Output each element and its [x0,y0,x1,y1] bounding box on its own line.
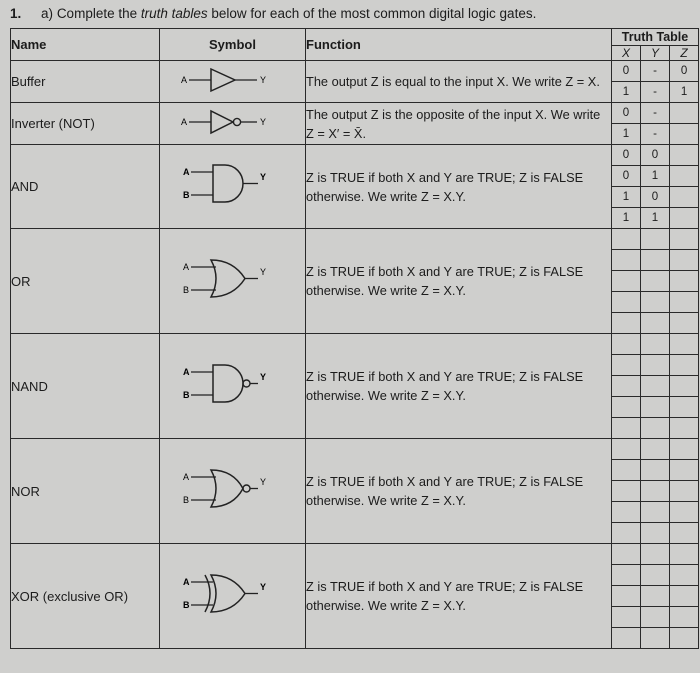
or-gate-icon [163,254,303,304]
inverter-symbol [160,103,306,145]
tt-cell[interactable] [641,544,670,565]
tt-cell[interactable] [670,166,699,187]
question-part: a) [41,6,54,21]
tt-cell[interactable] [670,439,699,460]
symbol-label-a: A [180,117,187,127]
tt-cell[interactable] [670,460,699,481]
tt-cell[interactable] [612,460,641,481]
or-symbol [160,229,306,334]
tt-cell[interactable]: 0 [612,61,641,82]
tt-cell[interactable] [641,229,670,250]
tt-cell[interactable] [612,586,641,607]
and-symbol [160,145,306,229]
tt-cell[interactable] [670,124,699,145]
header-col-z: Z [670,46,699,61]
heading-text-before: Complete the [56,6,141,21]
question-heading [10,6,536,21]
header-function: Function [306,29,612,61]
tt-cell[interactable] [670,481,699,502]
header-truth-table: Truth Table [612,29,699,46]
tt-cell[interactable] [670,103,699,124]
tt-cell[interactable] [641,418,670,439]
header-name: Name [11,29,160,61]
tt-cell[interactable] [641,376,670,397]
symbol-label-a: A [182,366,189,377]
nor-symbol [160,439,306,544]
tt-cell[interactable]: 0 [641,145,670,166]
tt-cell[interactable]: 1 [641,166,670,187]
tt-cell[interactable] [670,292,699,313]
gate-function-inverter: The output Z is the opposite of the input X. We write Z = X′ = X̄. [306,103,612,145]
tt-cell[interactable] [670,187,699,208]
tt-cell[interactable] [612,607,641,628]
tt-cell[interactable] [670,334,699,355]
tt-cell[interactable] [670,229,699,250]
tt-cell[interactable] [612,229,641,250]
tt-cell[interactable] [612,544,641,565]
symbol-label-y: Y [259,117,266,127]
tt-cell[interactable]: 0 [670,61,699,82]
and-gate-icon [163,159,303,209]
tt-cell[interactable]: - [641,61,670,82]
tt-cell[interactable] [641,460,670,481]
symbol-label-b: B [182,494,189,505]
symbol-label-y: Y [259,75,266,85]
tt-cell[interactable] [612,292,641,313]
gate-name-xor: XOR (exclusive OR) [11,544,160,649]
tt-cell[interactable] [670,502,699,523]
question-number: 1. [10,6,22,21]
tt-cell[interactable] [670,376,699,397]
symbol-label-b: B [182,599,189,610]
tt-cell[interactable] [670,628,699,649]
gate-name-and: AND [11,145,160,229]
tt-cell[interactable] [612,355,641,376]
nor-gate-icon [163,464,303,514]
tt-cell[interactable] [641,355,670,376]
tt-cell[interactable] [670,418,699,439]
tt-cell[interactable]: - [641,124,670,145]
buffer-symbol [160,61,306,103]
symbol-label-a: A [180,75,187,85]
symbol-label-b: B [182,190,189,200]
not-gate-icon [163,103,303,139]
tt-cell[interactable] [641,607,670,628]
symbol-label-b: B [182,284,189,295]
tt-cell[interactable]: 0 [612,145,641,166]
tt-cell[interactable] [612,523,641,544]
symbol-label-a: A [182,261,189,272]
nand-symbol [160,334,306,439]
tt-cell[interactable] [612,418,641,439]
buffer-gate-icon [163,61,303,97]
header-col-y: Y [641,46,670,61]
tt-cell[interactable] [641,334,670,355]
tt-cell[interactable] [670,250,699,271]
tt-cell[interactable]: 1 [612,208,641,229]
tt-cell[interactable] [612,271,641,292]
tt-cell[interactable] [670,313,699,334]
tt-cell[interactable] [670,565,699,586]
tt-cell[interactable] [612,481,641,502]
gate-function-nor: Z is TRUE if both X and Y are TRUE; Z is FALSE otherwise. We write Z = X.Y. [306,439,612,544]
tt-cell[interactable] [670,397,699,418]
tt-cell[interactable] [641,628,670,649]
tt-cell[interactable] [670,586,699,607]
tt-cell[interactable] [612,439,641,460]
tt-cell[interactable] [612,397,641,418]
tt-cell[interactable] [612,334,641,355]
tt-cell[interactable]: 1 [612,82,641,103]
tt-cell[interactable]: 0 [612,166,641,187]
tt-cell[interactable] [670,208,699,229]
gate-function-and: Z is TRUE if both X and Y are TRUE; Z is FALSE otherwise. We write Z = X.Y. [306,145,612,229]
gate-function-xor: Z is TRUE if both X and Y are TRUE; Z is FALSE otherwise. We write Z = X.Y. [306,544,612,649]
tt-cell[interactable] [641,250,670,271]
tt-cell[interactable] [612,376,641,397]
symbol-label-a: A [182,167,189,177]
tt-cell[interactable]: - [641,82,670,103]
symbol-label-a: A [182,576,189,587]
tt-cell[interactable] [612,628,641,649]
gate-name-inverter: Inverter (NOT) [11,103,160,145]
symbol-label-y: Y [259,581,266,592]
tt-cell[interactable] [641,481,670,502]
symbol-label-y: Y [259,371,266,382]
tt-cell[interactable] [612,250,641,271]
gate-name-nand: NAND [11,334,160,439]
gate-name-buffer: Buffer [11,61,160,103]
tt-cell[interactable] [670,355,699,376]
tt-cell[interactable] [670,544,699,565]
logic-gates-table [10,28,699,649]
tt-cell[interactable]: 0 [641,187,670,208]
tt-cell[interactable]: - [641,103,670,124]
symbol-label-y: Y [259,476,266,487]
tt-cell[interactable] [641,502,670,523]
tt-cell[interactable] [641,313,670,334]
tt-cell[interactable]: 1 [641,208,670,229]
gate-function-nand: Z is TRUE if both X and Y are TRUE; Z is FALSE otherwise. We write Z = X.Y. [306,334,612,439]
tt-cell[interactable] [641,439,670,460]
xor-symbol [160,544,306,649]
tt-cell[interactable] [641,271,670,292]
header-col-x: X [612,46,641,61]
tt-cell[interactable] [641,523,670,544]
heading-text-after: below for each of the most common digital logic gates. [207,6,537,21]
nand-gate-icon [163,359,303,409]
tt-cell[interactable] [641,586,670,607]
tt-cell[interactable]: 1 [670,82,699,103]
tt-cell[interactable] [641,565,670,586]
tt-cell[interactable] [670,271,699,292]
tt-cell[interactable] [670,523,699,544]
gate-name-or: OR [11,229,160,334]
tt-cell[interactable]: 0 [612,103,641,124]
xor-gate-icon [163,569,303,619]
tt-cell[interactable] [612,313,641,334]
symbol-label-a: A [182,471,189,482]
tt-cell[interactable]: 1 [612,187,641,208]
tt-cell[interactable] [670,145,699,166]
tt-cell[interactable] [670,607,699,628]
symbol-label-y: Y [259,266,266,277]
tt-cell[interactable] [641,397,670,418]
gate-name-nor: NOR [11,439,160,544]
heading-text-italic: truth tables [140,6,208,21]
tt-cell[interactable]: 1 [612,124,641,145]
symbol-label-y: Y [259,172,266,182]
tt-cell[interactable] [612,565,641,586]
header-symbol: Symbol [160,29,306,61]
symbol-label-b: B [182,389,189,400]
gate-function-or: Z is TRUE if both X and Y are TRUE; Z is FALSE otherwise. We write Z = X.Y. [306,229,612,334]
tt-cell[interactable] [612,502,641,523]
tt-cell[interactable] [641,292,670,313]
gate-function-buffer: The output Z is equal to the input X. We write Z = X. [306,61,612,103]
